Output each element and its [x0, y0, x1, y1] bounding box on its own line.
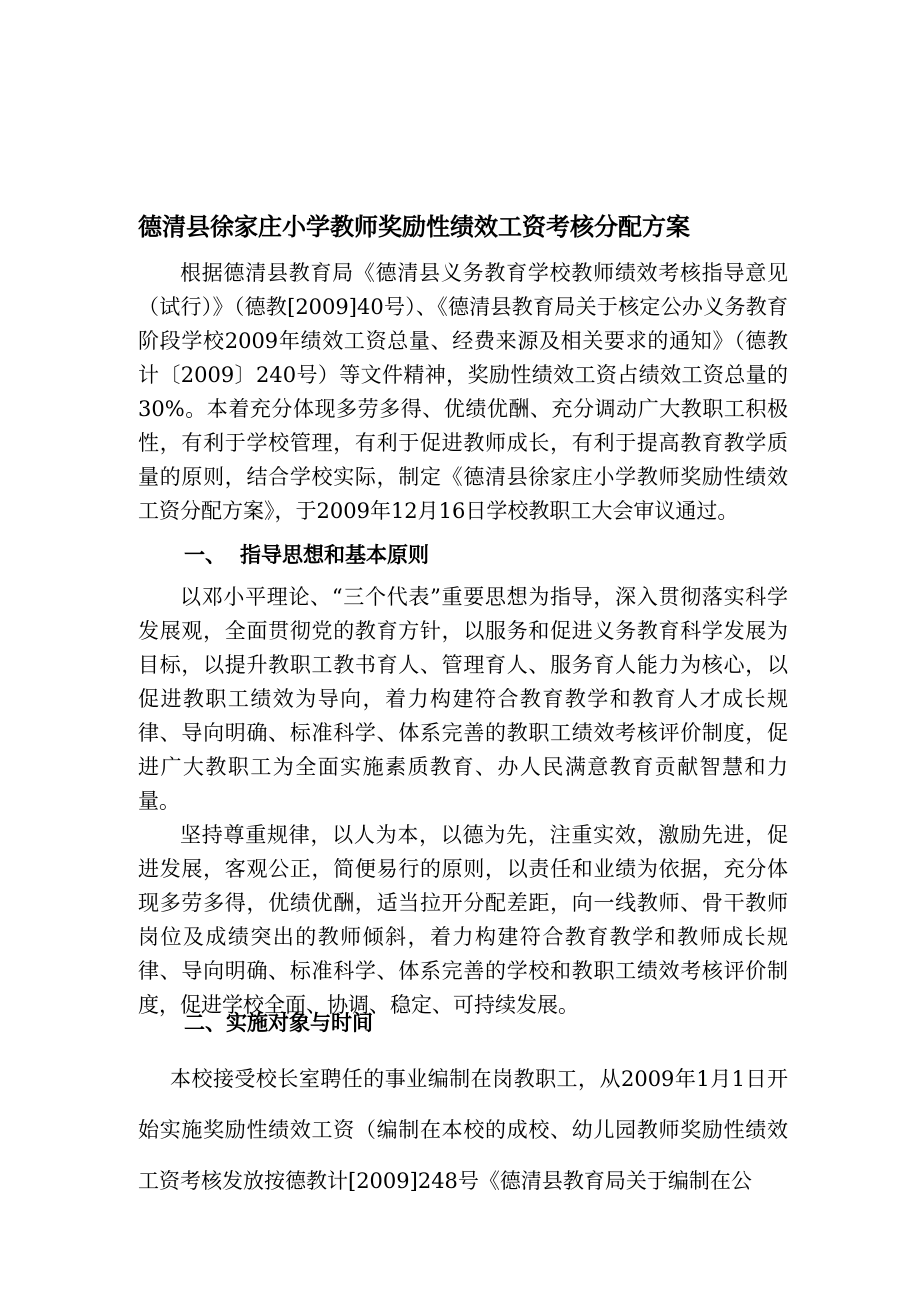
section-1-title: 指导思想和基本原则	[240, 542, 429, 567]
section-1-paragraph-2: 坚持尊重规律，以人为本，以德为先，注重实效，激励先进，促进发展，客观公正，简便易行的原则，以责任和业绩为依据，充分体现多劳多得，优绩优酬，适当拉开分配差距，向一线教师、骨干教师岗位及成绩突出的教师倾斜，着力构建符合教育教学和教师成长规律、导向明确、标准科学、体系完善的学校和教职工绩效考核评价制度，促进学校全面、协调、稳定、可持续发展。	[138, 823, 788, 1017]
intro-paragraph: 根据德清县教育局《德清县义务教育学校教师绩效考核指导意见（试行）》（德教[2009]40号）、《德清县教育局关于核定公办义务教育阶段学校2009年绩效工资总量、经费来源及相关要求的通知》（德教计〔2009〕240号）等文件精神，奖励性绩效工资占绩效工资总量的30%。本着充分体现多劳多得、优绩优酬、充分调动广大教职工积极性，有利于学校管理，有利于促进教师成长，有利于提高教育教学质量的原则，结合学校实际，制定《德清县徐家庄小学教师奖励性绩效工资分配方案》，于2009年12月16日学校教职工大会审议通过。	[138, 261, 788, 523]
section-1-number: 一、	[184, 542, 226, 567]
section-1-heading	[184, 538, 429, 572]
section-1-paragraph-1: 以邓小平理论、“三个代表”重要思想为指导，深入贯彻落实科学发展观，全面贯彻党的教育方针，以服务和促进义务教育科学发展为目标，以提升教职工教书育人、管理育人、服务育人能力为核心，以促进教职工绩效为导向，着力构建符合教育教学和教育人才成长规律、导向明确、标准科学、体系完善的教职工绩效考核评价制度，促进广大教职工为全面实施素质教育、办人民满意教育贡献智慧和力量。	[138, 585, 788, 813]
document-title: 德清县徐家庄小学教师奖励性绩效工资考核分配方案	[138, 212, 690, 241]
section-2-paragraph-1: 本校接受校长室聘任的事业编制在岗教职工，从2009年1月1日开始实施奖励性绩效工资（编制在本校的成校、幼儿园教师奖励性绩效工资考核发放按德教计[2009]248号《德清县教育局关于编制在公	[138, 1067, 788, 1193]
section-2-heading: 二、实施对象与时间	[184, 1010, 373, 1035]
